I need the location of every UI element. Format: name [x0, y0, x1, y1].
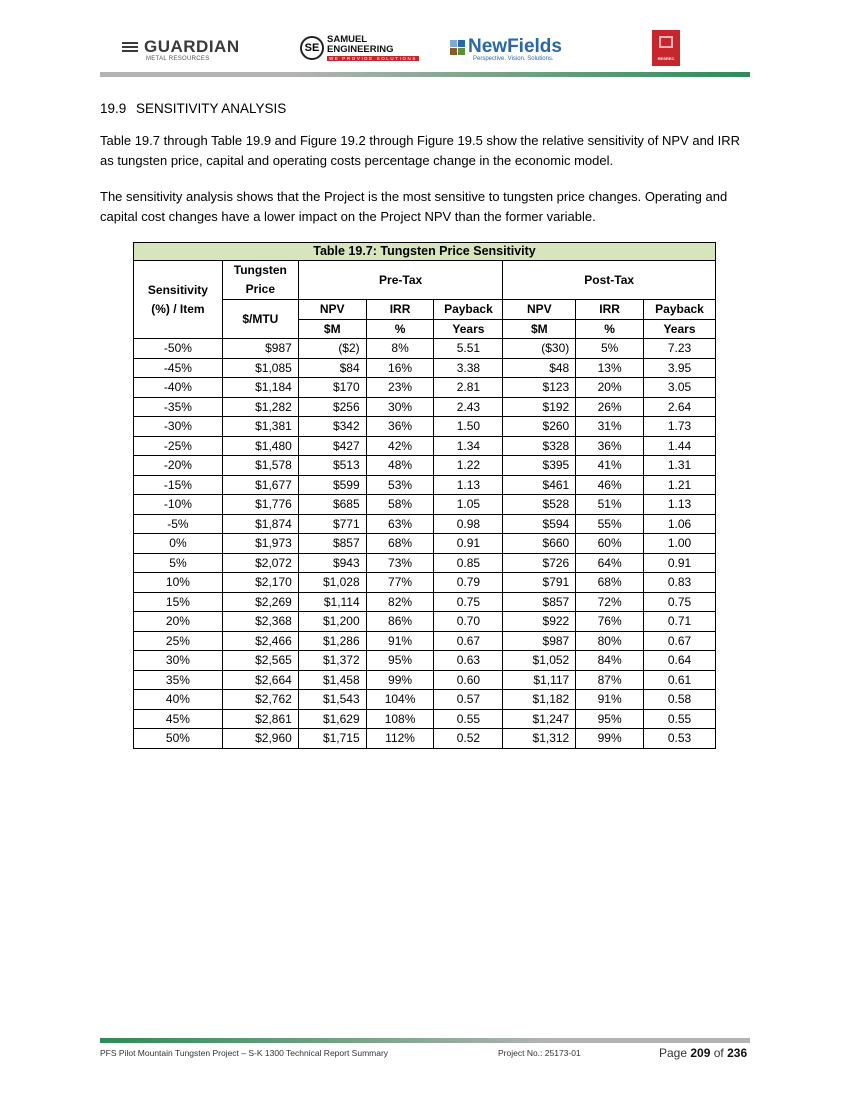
- page-total: 236: [727, 1046, 748, 1060]
- cell-posttax-irr: 41%: [576, 456, 644, 476]
- cell-pretax-irr: 8%: [366, 339, 434, 359]
- cell-tungsten-price: $1,677: [222, 475, 298, 495]
- cell-pretax-payback: 0.55: [434, 709, 503, 729]
- cell-tungsten-price: $1,578: [222, 456, 298, 476]
- table-row: [134, 573, 716, 593]
- cell-posttax-irr: 13%: [576, 358, 644, 378]
- cell-pretax-npv: $943: [298, 553, 366, 573]
- cell-posttax-irr: 87%: [576, 670, 644, 690]
- table-row: [134, 495, 716, 515]
- cell-sensitivity: -5%: [134, 514, 223, 534]
- cell-pretax-irr: 108%: [366, 709, 434, 729]
- header-pretax-irr-unit: %: [366, 319, 434, 339]
- cell-posttax-npv: $192: [503, 397, 576, 417]
- header-pretax-npv: NPV: [298, 300, 366, 320]
- cell-posttax-irr: 26%: [576, 397, 644, 417]
- cell-posttax-irr: 72%: [576, 592, 644, 612]
- cell-posttax-payback: 1.06: [644, 514, 716, 534]
- analysis-paragraph: The sensitivity analysis shows that the Project is the most sensitive to tungsten price changes. Operating and capital cost changes have a lower impact on the Project NPV than the former variable.: [100, 189, 728, 224]
- cell-posttax-npv: $857: [503, 592, 576, 612]
- table-row: [134, 358, 716, 378]
- cell-tungsten-price: $2,861: [222, 709, 298, 729]
- page-current: 209: [690, 1046, 711, 1060]
- cell-posttax-irr: 51%: [576, 495, 644, 515]
- samuel-line2: ENGINEERING: [327, 44, 394, 55]
- cell-tungsten-price: $1,085: [222, 358, 298, 378]
- header-pretax: Pre-Tax: [298, 261, 503, 300]
- cell-pretax-npv: $427: [298, 436, 366, 456]
- cell-posttax-npv: ($30): [503, 339, 576, 359]
- footer-document-title: PFS Pilot Mountain Tungsten Project – S-K 1300 Technical Report Summary: [100, 1048, 389, 1058]
- cell-sensitivity: 45%: [134, 709, 223, 729]
- table-row: [134, 378, 716, 398]
- cell-tungsten-price: $2,072: [222, 553, 298, 573]
- of-word: of: [713, 1046, 724, 1060]
- header-posttax-irr: IRR: [576, 300, 644, 320]
- table-row: [134, 514, 716, 534]
- cell-posttax-irr: 84%: [576, 651, 644, 671]
- cell-posttax-npv: $1,052: [503, 651, 576, 671]
- footer-rule: [100, 1038, 750, 1043]
- cell-posttax-irr: 64%: [576, 553, 644, 573]
- cell-posttax-npv: $594: [503, 514, 576, 534]
- cell-tungsten-price: $1,381: [222, 417, 298, 437]
- tungsten-price-sensitivity-table: [133, 242, 716, 749]
- cell-pretax-payback: 0.52: [434, 729, 503, 749]
- cell-pretax-payback: 0.67: [434, 631, 503, 651]
- header-sensitivity: Sensitivity (%) / Item: [134, 261, 223, 339]
- cell-pretax-irr: 95%: [366, 651, 434, 671]
- header-posttax-npv: NPV: [503, 300, 576, 320]
- cell-posttax-npv: $726: [503, 553, 576, 573]
- cell-pretax-payback: 3.38: [434, 358, 503, 378]
- cell-pretax-payback: 0.85: [434, 553, 503, 573]
- cell-sensitivity: -50%: [134, 339, 223, 359]
- cell-posttax-payback: 0.71: [644, 612, 716, 632]
- cell-pretax-npv: $170: [298, 378, 366, 398]
- table-row: [134, 436, 716, 456]
- guardian-bars-icon: [122, 40, 138, 54]
- cell-pretax-payback: 0.63: [434, 651, 503, 671]
- cell-tungsten-price: $2,664: [222, 670, 298, 690]
- guardian-logo: [122, 37, 240, 62]
- cell-posttax-npv: $1,312: [503, 729, 576, 749]
- cell-posttax-payback: 1.00: [644, 534, 716, 554]
- cell-pretax-irr: 30%: [366, 397, 434, 417]
- cell-sensitivity: 0%: [134, 534, 223, 554]
- cell-sensitivity: 40%: [134, 690, 223, 710]
- cell-pretax-npv: $84: [298, 358, 366, 378]
- page-header: [0, 0, 849, 80]
- resrec-logo: [652, 30, 680, 66]
- table-row: [134, 417, 716, 437]
- cell-posttax-irr: 36%: [576, 436, 644, 456]
- cell-pretax-payback: 2.43: [434, 397, 503, 417]
- cell-tungsten-price: $2,170: [222, 573, 298, 593]
- resrec-label: RESREC: [657, 56, 675, 61]
- cell-posttax-payback: 0.91: [644, 553, 716, 573]
- cell-posttax-payback: 0.53: [644, 729, 716, 749]
- cell-pretax-payback: 1.05: [434, 495, 503, 515]
- newfields-tagline: Perspective. Vision. Solutions.: [473, 56, 554, 62]
- cell-sensitivity: -15%: [134, 475, 223, 495]
- samuel-line1: SAMUEL: [327, 34, 368, 45]
- cell-pretax-irr: 48%: [366, 456, 434, 476]
- cell-pretax-irr: 112%: [366, 729, 434, 749]
- cell-posttax-npv: $528: [503, 495, 576, 515]
- cell-pretax-npv: $1,200: [298, 612, 366, 632]
- cell-sensitivity: -30%: [134, 417, 223, 437]
- cell-tungsten-price: $2,269: [222, 592, 298, 612]
- cell-pretax-npv: $1,715: [298, 729, 366, 749]
- cell-posttax-npv: $791: [503, 573, 576, 593]
- cell-sensitivity: 25%: [134, 631, 223, 651]
- newfields-name: NewFields: [468, 36, 562, 57]
- cell-tungsten-price: $1,282: [222, 397, 298, 417]
- cell-pretax-irr: 36%: [366, 417, 434, 437]
- cell-tungsten-price: $1,776: [222, 495, 298, 515]
- cell-posttax-payback: 3.05: [644, 378, 716, 398]
- cell-tungsten-price: $987: [222, 339, 298, 359]
- header-pretax-npv-unit: $M: [298, 319, 366, 339]
- header-posttax-payback: Payback: [644, 300, 716, 320]
- cell-posttax-irr: 76%: [576, 612, 644, 632]
- cell-posttax-payback: 0.75: [644, 592, 716, 612]
- table-row: [134, 339, 716, 359]
- cell-pretax-payback: 2.81: [434, 378, 503, 398]
- cell-posttax-payback: 1.13: [644, 495, 716, 515]
- cell-tungsten-price: $2,466: [222, 631, 298, 651]
- cell-pretax-npv: $1,543: [298, 690, 366, 710]
- cell-posttax-irr: 46%: [576, 475, 644, 495]
- cell-posttax-npv: $48: [503, 358, 576, 378]
- cell-pretax-npv: $1,286: [298, 631, 366, 651]
- cell-posttax-irr: 95%: [576, 709, 644, 729]
- cell-sensitivity: 30%: [134, 651, 223, 671]
- cell-posttax-npv: $660: [503, 534, 576, 554]
- cell-sensitivity: -20%: [134, 456, 223, 476]
- header-pretax-irr: IRR: [366, 300, 434, 320]
- cell-pretax-npv: $685: [298, 495, 366, 515]
- cell-pretax-npv: $771: [298, 514, 366, 534]
- cell-posttax-payback: 0.67: [644, 631, 716, 651]
- table-row: [134, 534, 716, 554]
- cell-posttax-payback: 0.55: [644, 709, 716, 729]
- table-row: [134, 553, 716, 573]
- table-row: [134, 475, 716, 495]
- header-pretax-payback: Payback: [434, 300, 503, 320]
- cell-posttax-npv: $922: [503, 612, 576, 632]
- cell-posttax-irr: 80%: [576, 631, 644, 651]
- cell-sensitivity: -45%: [134, 358, 223, 378]
- cell-pretax-npv: $857: [298, 534, 366, 554]
- table-row: [134, 729, 716, 749]
- resrec-mark-icon: [659, 36, 673, 48]
- cell-posttax-irr: 91%: [576, 690, 644, 710]
- se-mark-icon: SE: [300, 36, 324, 60]
- cell-posttax-payback: 1.44: [644, 436, 716, 456]
- table-row: [134, 612, 716, 632]
- cell-tungsten-price: $1,874: [222, 514, 298, 534]
- cell-pretax-irr: 63%: [366, 514, 434, 534]
- cell-posttax-npv: $260: [503, 417, 576, 437]
- footer-page-number: [659, 1046, 747, 1060]
- cell-pretax-irr: 77%: [366, 573, 434, 593]
- cell-sensitivity: -35%: [134, 397, 223, 417]
- cell-pretax-npv: $1,458: [298, 670, 366, 690]
- newfields-logo: [450, 36, 562, 62]
- cell-posttax-npv: $395: [503, 456, 576, 476]
- cell-posttax-payback: 0.83: [644, 573, 716, 593]
- cell-posttax-payback: 2.64: [644, 397, 716, 417]
- header-posttax-payback-unit: Years: [644, 319, 716, 339]
- footer-project-number: Project No.: 25173-01: [498, 1048, 581, 1058]
- cell-posttax-irr: 5%: [576, 339, 644, 359]
- cell-posttax-npv: $1,117: [503, 670, 576, 690]
- section-title: SENSITIVITY ANALYSIS: [136, 101, 287, 116]
- page-word: Page: [659, 1046, 688, 1060]
- cell-sensitivity: -40%: [134, 378, 223, 398]
- cell-pretax-irr: 86%: [366, 612, 434, 632]
- cell-pretax-npv: $513: [298, 456, 366, 476]
- guardian-subtitle: METAL RESOURCES: [146, 56, 210, 62]
- cell-posttax-npv: $328: [503, 436, 576, 456]
- section-heading: [100, 101, 286, 116]
- cell-pretax-payback: 1.34: [434, 436, 503, 456]
- cell-tungsten-price: $1,480: [222, 436, 298, 456]
- cell-pretax-irr: 53%: [366, 475, 434, 495]
- cell-tungsten-price: $1,184: [222, 378, 298, 398]
- samuel-engineering-logo: [300, 35, 419, 61]
- samuel-tagline: WE PROVIDE SOLUTIONS: [329, 56, 418, 61]
- cell-pretax-payback: 0.98: [434, 514, 503, 534]
- cell-pretax-payback: 0.60: [434, 670, 503, 690]
- cell-posttax-payback: 0.58: [644, 690, 716, 710]
- cell-posttax-irr: 20%: [576, 378, 644, 398]
- cell-pretax-payback: 0.91: [434, 534, 503, 554]
- cell-posttax-payback: 0.64: [644, 651, 716, 671]
- cell-pretax-irr: 82%: [366, 592, 434, 612]
- header-posttax-irr-unit: %: [576, 319, 644, 339]
- cell-posttax-irr: 68%: [576, 573, 644, 593]
- cell-pretax-irr: 68%: [366, 534, 434, 554]
- cell-posttax-payback: 7.23: [644, 339, 716, 359]
- cell-posttax-npv: $1,182: [503, 690, 576, 710]
- guardian-name: GUARDIAN: [144, 37, 240, 56]
- cell-pretax-irr: 104%: [366, 690, 434, 710]
- cell-posttax-irr: 31%: [576, 417, 644, 437]
- cell-tungsten-price: $1,973: [222, 534, 298, 554]
- cell-pretax-payback: 5.51: [434, 339, 503, 359]
- table-row: [134, 651, 716, 671]
- cell-pretax-payback: 1.50: [434, 417, 503, 437]
- cell-pretax-irr: 58%: [366, 495, 434, 515]
- cell-sensitivity: 35%: [134, 670, 223, 690]
- cell-pretax-npv: $1,629: [298, 709, 366, 729]
- cell-pretax-npv: $1,028: [298, 573, 366, 593]
- cell-posttax-npv: $1,247: [503, 709, 576, 729]
- cell-pretax-npv: $256: [298, 397, 366, 417]
- table-row: [134, 631, 716, 651]
- table-row: [134, 690, 716, 710]
- cell-pretax-payback: 0.79: [434, 573, 503, 593]
- cell-posttax-npv: $461: [503, 475, 576, 495]
- table-body: [134, 339, 716, 749]
- cell-sensitivity: 10%: [134, 573, 223, 593]
- intro-paragraph: Table 19.7 through Table 19.9 and Figure 19.2 through Figure 19.5 show the relative sensitivity of NPV and IRR as tungsten price, capital and operating costs percentage change in the economic model.: [100, 133, 741, 168]
- cell-tungsten-price: $2,565: [222, 651, 298, 671]
- cell-posttax-irr: 99%: [576, 729, 644, 749]
- cell-posttax-payback: 3.95: [644, 358, 716, 378]
- cell-pretax-payback: 0.70: [434, 612, 503, 632]
- cell-pretax-irr: 16%: [366, 358, 434, 378]
- cell-sensitivity: 50%: [134, 729, 223, 749]
- cell-pretax-irr: 73%: [366, 553, 434, 573]
- cell-posttax-irr: 60%: [576, 534, 644, 554]
- cell-pretax-npv: $1,114: [298, 592, 366, 612]
- cell-posttax-payback: 1.31: [644, 456, 716, 476]
- cell-posttax-payback: 1.21: [644, 475, 716, 495]
- cell-pretax-payback: 1.13: [434, 475, 503, 495]
- table-row: [134, 709, 716, 729]
- cell-sensitivity: 15%: [134, 592, 223, 612]
- cell-pretax-npv: $599: [298, 475, 366, 495]
- table-caption: Table 19.7: Tungsten Price Sensitivity: [134, 243, 716, 261]
- cell-pretax-irr: 23%: [366, 378, 434, 398]
- table-row: [134, 670, 716, 690]
- cell-posttax-payback: 0.61: [644, 670, 716, 690]
- cell-sensitivity: -25%: [134, 436, 223, 456]
- cell-pretax-npv: ($2): [298, 339, 366, 359]
- cell-posttax-npv: $123: [503, 378, 576, 398]
- cell-tungsten-price: $2,960: [222, 729, 298, 749]
- header-pretax-payback-unit: Years: [434, 319, 503, 339]
- cell-posttax-irr: 55%: [576, 514, 644, 534]
- cell-sensitivity: 5%: [134, 553, 223, 573]
- cell-pretax-irr: 42%: [366, 436, 434, 456]
- cell-sensitivity: 20%: [134, 612, 223, 632]
- cell-pretax-npv: $342: [298, 417, 366, 437]
- cell-pretax-irr: 91%: [366, 631, 434, 651]
- header-rule: [100, 72, 750, 77]
- cell-tungsten-price: $2,762: [222, 690, 298, 710]
- section-number: 19.9: [100, 101, 127, 116]
- cell-sensitivity: -10%: [134, 495, 223, 515]
- header-posttax: Post-Tax: [503, 261, 716, 300]
- header-tungsten-price: Tungsten Price: [222, 261, 298, 300]
- newfields-squares-icon: [450, 40, 465, 55]
- cell-posttax-payback: 1.73: [644, 417, 716, 437]
- cell-pretax-irr: 99%: [366, 670, 434, 690]
- cell-pretax-payback: 0.57: [434, 690, 503, 710]
- table-row: [134, 592, 716, 612]
- cell-posttax-npv: $987: [503, 631, 576, 651]
- cell-pretax-npv: $1,372: [298, 651, 366, 671]
- cell-pretax-payback: 0.75: [434, 592, 503, 612]
- header-unit-mtu: $/MTU: [222, 300, 298, 339]
- table-row: [134, 456, 716, 476]
- table-row: [134, 397, 716, 417]
- cell-tungsten-price: $2,368: [222, 612, 298, 632]
- cell-pretax-payback: 1.22: [434, 456, 503, 476]
- header-posttax-npv-unit: $M: [503, 319, 576, 339]
